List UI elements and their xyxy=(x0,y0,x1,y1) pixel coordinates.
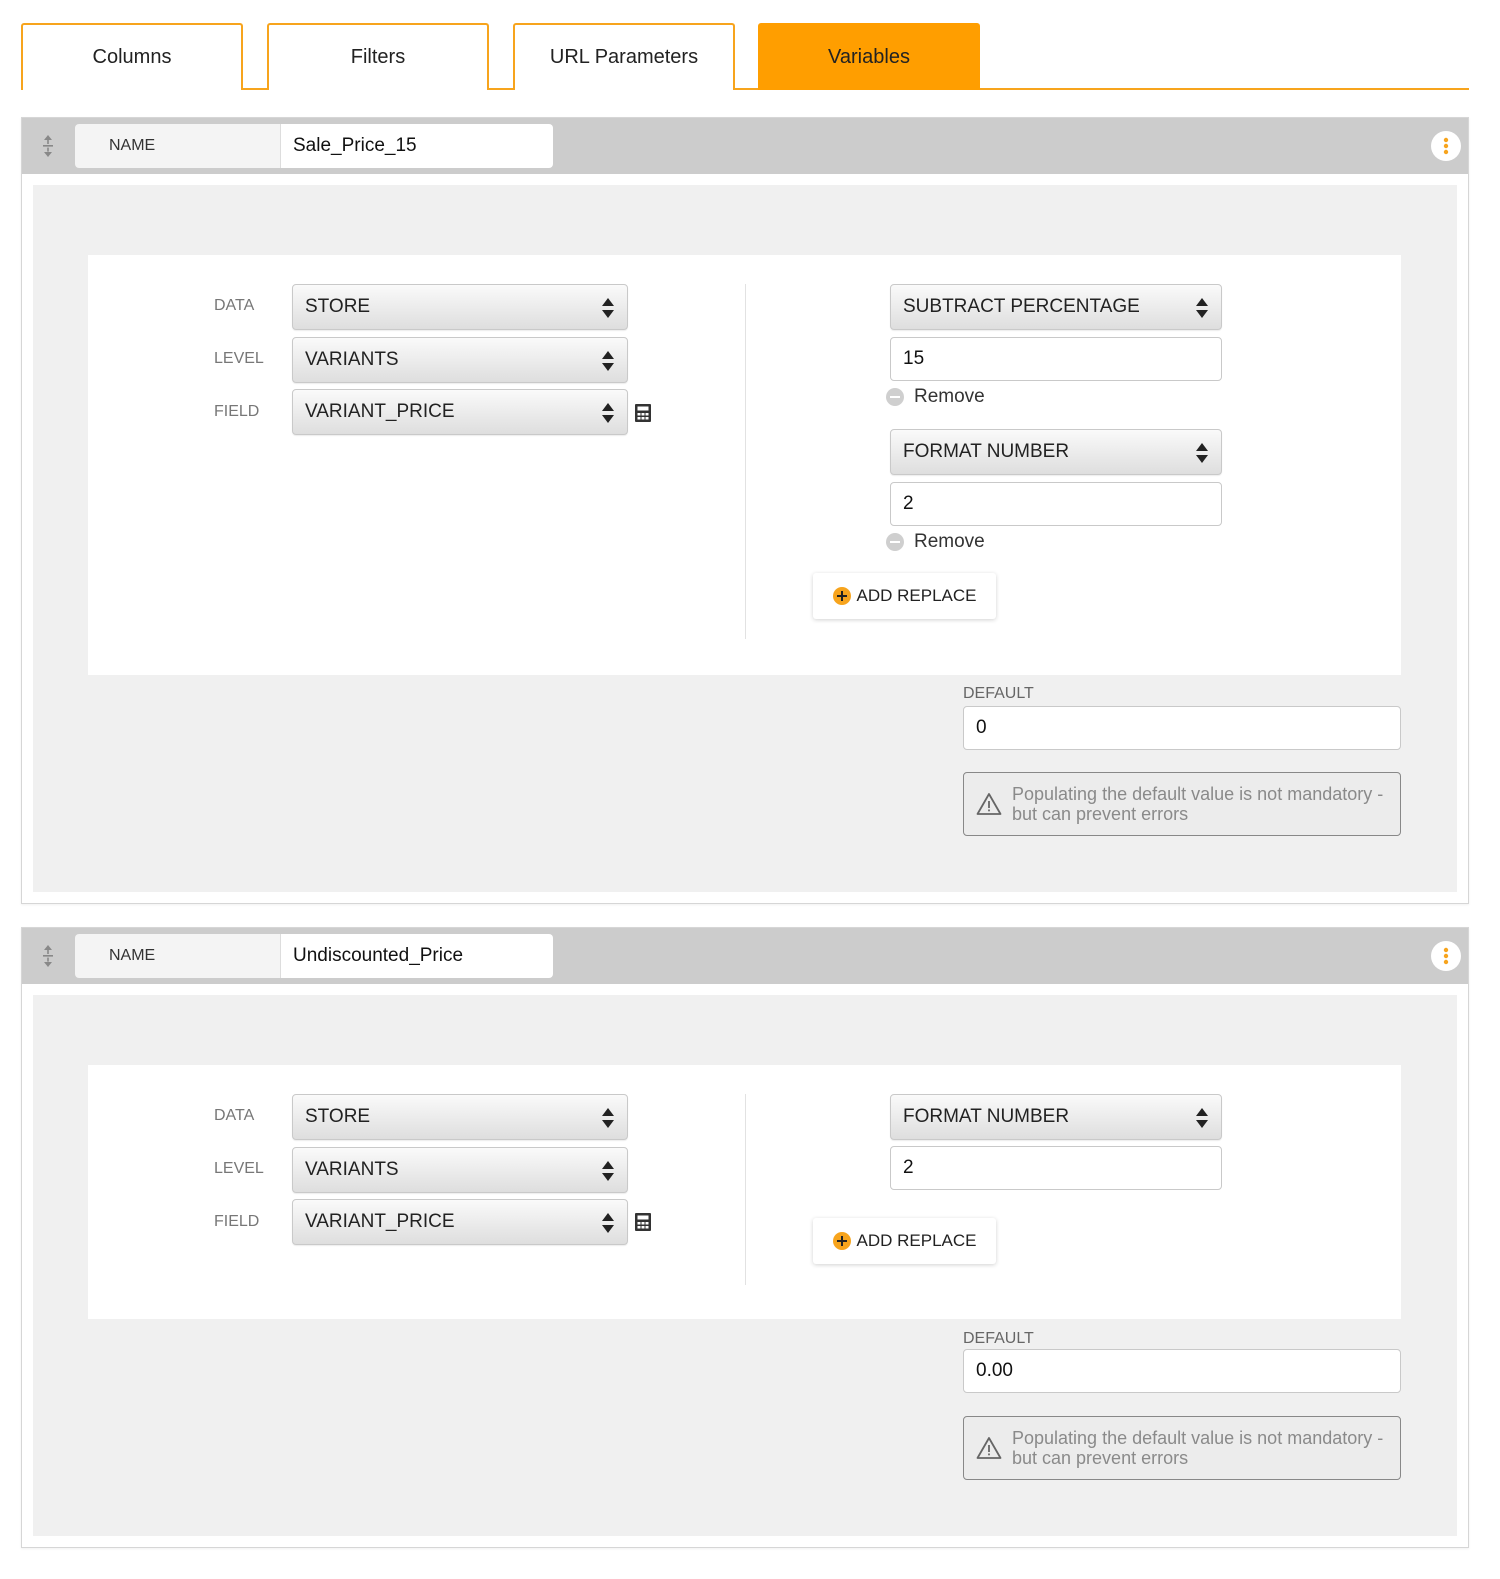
field-label: FIELD xyxy=(214,403,260,420)
data-label: DATA xyxy=(214,1107,255,1124)
column-divider xyxy=(745,1094,746,1285)
field-label: FIELD xyxy=(214,1213,260,1230)
sort-arrows-icon xyxy=(601,1212,615,1234)
level-select-value: VARIANTS xyxy=(305,1159,399,1180)
variable-config-panel xyxy=(88,1065,1401,1319)
replace-value-input[interactable] xyxy=(890,1146,1222,1190)
vertical-dots-icon[interactable] xyxy=(1431,131,1461,161)
data-label: DATA xyxy=(214,297,255,314)
data-select[interactable] xyxy=(292,1094,628,1140)
replace-operation-select[interactable] xyxy=(890,284,1222,330)
variable-card xyxy=(21,117,1469,904)
default-hint-text: Populating the default value is not mandatory - but can prevent errors xyxy=(1012,784,1384,824)
name-label: NAME xyxy=(75,124,281,168)
data-select-value: STORE xyxy=(305,1106,371,1127)
sort-arrows-icon xyxy=(601,1160,615,1182)
level-select[interactable] xyxy=(292,337,628,383)
variable-config-panel xyxy=(88,255,1401,675)
field-select-value: VARIANT_PRICE xyxy=(305,401,455,422)
tab-filters[interactable]: Filters xyxy=(267,23,489,90)
warning-triangle-icon xyxy=(976,1436,1002,1460)
data-select[interactable] xyxy=(292,284,628,330)
sort-arrows-icon xyxy=(1195,442,1209,464)
sort-arrows-icon xyxy=(601,297,615,319)
warning-triangle-icon xyxy=(976,792,1002,816)
tab-bar xyxy=(21,23,1469,90)
field-select-value: VARIANT_PRICE xyxy=(305,1211,455,1232)
level-label: LEVEL xyxy=(214,350,264,367)
variable-name-box xyxy=(75,934,553,978)
add-replace-label: ADD REPLACE xyxy=(856,586,977,605)
default-label: DEFAULT xyxy=(963,1330,1034,1347)
plus-circle-icon xyxy=(833,587,851,605)
drag-handle-icon[interactable] xyxy=(38,944,58,968)
variable-name-input[interactable] xyxy=(281,934,553,978)
minus-circle-icon xyxy=(886,388,904,406)
column-divider xyxy=(745,284,746,639)
field-select[interactable] xyxy=(292,389,628,435)
sort-arrows-icon xyxy=(1195,1107,1209,1129)
variable-card-header xyxy=(22,118,1468,174)
replace-value-input[interactable] xyxy=(890,337,1222,381)
variable-name-box xyxy=(75,124,553,168)
replace-value-input[interactable] xyxy=(890,482,1222,526)
variable-name-input[interactable] xyxy=(281,124,553,168)
default-hint-alert xyxy=(963,1416,1401,1480)
default-label: DEFAULT xyxy=(963,685,1034,702)
field-select[interactable] xyxy=(292,1199,628,1245)
replace-operation-select[interactable] xyxy=(890,1094,1222,1140)
remove-replace-button[interactable] xyxy=(886,531,985,553)
replace-operation-select[interactable] xyxy=(890,429,1222,475)
add-replace-label: ADD REPLACE xyxy=(856,1231,977,1250)
tab-variables[interactable]: Variables xyxy=(758,23,980,90)
minus-circle-icon xyxy=(886,533,904,551)
replace-operation-value: SUBTRACT PERCENTAGE xyxy=(903,296,1140,317)
plus-circle-icon xyxy=(833,1232,851,1250)
calculator-icon[interactable] xyxy=(634,1212,652,1232)
remove-label: Remove xyxy=(914,531,985,552)
remove-replace-button[interactable] xyxy=(886,386,985,408)
sort-arrows-icon xyxy=(601,1107,615,1129)
name-label: NAME xyxy=(75,934,281,978)
sort-arrows-icon xyxy=(1195,297,1209,319)
remove-label: Remove xyxy=(914,386,985,407)
variable-card-header xyxy=(22,928,1468,984)
level-select-value: VARIANTS xyxy=(305,349,399,370)
default-hint-alert xyxy=(963,772,1401,836)
add-replace-button[interactable] xyxy=(813,1218,996,1264)
sort-arrows-icon xyxy=(601,350,615,372)
replace-operation-value: FORMAT NUMBER xyxy=(903,1106,1070,1127)
tab-url-parameters[interactable]: URL Parameters xyxy=(513,23,735,90)
default-value-input[interactable] xyxy=(963,706,1401,750)
level-select[interactable] xyxy=(292,1147,628,1193)
calculator-icon[interactable] xyxy=(634,403,652,423)
variable-card-body xyxy=(33,185,1457,892)
sort-arrows-icon xyxy=(601,402,615,424)
add-replace-button[interactable] xyxy=(813,573,996,619)
drag-handle-icon[interactable] xyxy=(38,134,58,158)
variable-card-body xyxy=(33,995,1457,1536)
default-value-input[interactable] xyxy=(963,1349,1401,1393)
default-hint-text: Populating the default value is not mandatory - but can prevent errors xyxy=(1012,1428,1384,1468)
replace-operation-value: FORMAT NUMBER xyxy=(903,441,1070,462)
variable-card xyxy=(21,927,1469,1548)
level-label: LEVEL xyxy=(214,1160,264,1177)
tab-columns[interactable]: Columns xyxy=(21,23,243,90)
data-select-value: STORE xyxy=(305,296,371,317)
vertical-dots-icon[interactable] xyxy=(1431,941,1461,971)
